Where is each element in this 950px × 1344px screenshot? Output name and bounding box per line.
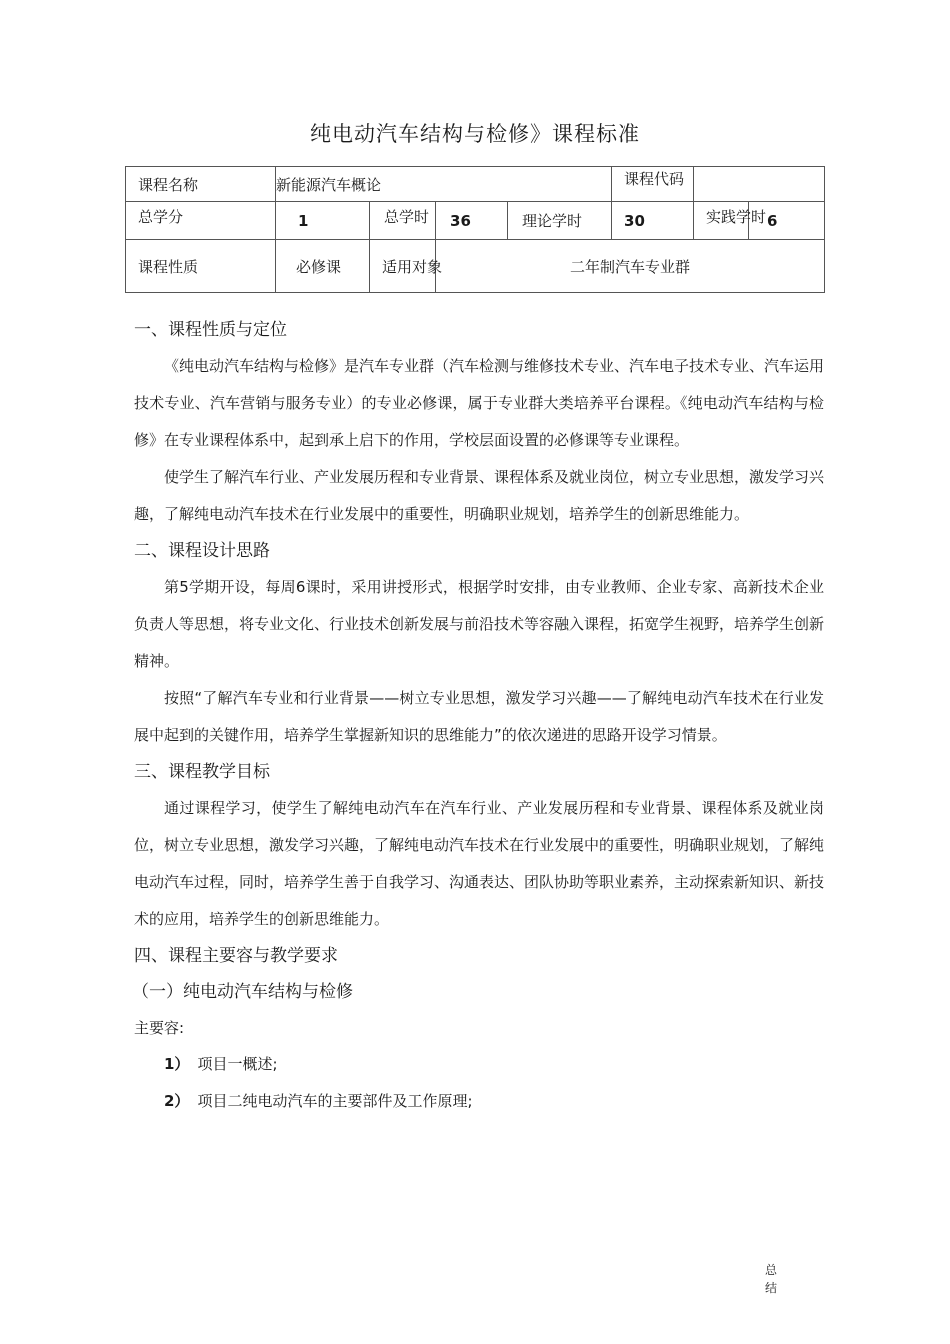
course-name-label: 课程名称 <box>126 167 276 202</box>
table-row <box>126 202 825 240</box>
main-content-label: 主要容: <box>134 1019 185 1037</box>
paragraph: 第5学期开设，每周6课时，采用讲授形式，根据学时安排，由专业教师、企业专家、高新技术企业负责人等思想，将专业文化、行业技术创新发展与前沿技术等容融入课程，拓宽学生视野，培养学生创新精神。 <box>134 578 825 670</box>
practice-hours-label: 实践学时 <box>694 202 749 240</box>
course-name-value: 新能源汽车概论 <box>276 167 612 202</box>
nature-label: 课程性质 <box>126 240 276 293</box>
theory-hours-label: 理论学时 <box>508 202 612 240</box>
paragraph: 通过课程学习，使学生了解纯电动汽车在汽车行业、产业发展历程和专业背景、课程体系及就业岗位，树立专业思想，激发学习兴趣，了解纯电动汽车技术在行业发展中的重要性，明确职业规划，了解纯电动汽车过程，同时，培养学生善于自我学习、沟通表达、团队协助等职业素养，主动探索新知识、新技术的应用，培养学生的创新思维能力。 <box>134 799 825 928</box>
paragraph: 按照“了解汽车专业和行业背景——树立专业思想，激发学习兴趣——了解纯电动汽车技术在行业发展中起到的关键作用，培养学生掌握新知识的思维能力”的依次递进的思路开设学习情景。 <box>134 689 824 744</box>
page-footer <box>763 1261 779 1297</box>
practice-hours-value: 6 <box>749 202 825 240</box>
paragraph: 《纯电动汽车结构与检修》是汽车专业群（汽车检测与维修技术专业、汽车电子技术专业、汽车运用技术专业、汽车营销与服务专业）的专业必修课，属于专业群大类培养平台课程。《纯电动汽车结构与检修》在专业课程体系中，起到承上启下的作用，学校层面设置的必修课等专业课程。 <box>134 357 825 449</box>
list-item-number: 1） <box>164 1055 190 1073</box>
theory-hours-value: 30 <box>612 202 694 240</box>
credits-value: 1 <box>276 202 370 240</box>
section-heading-1: 一、课程性质与定位 <box>134 320 287 340</box>
course-code-label: 课程代码 <box>612 167 694 202</box>
footer-line: 总 <box>764 1263 777 1277</box>
list-item <box>134 1083 824 1120</box>
footer-line: 结 <box>764 1281 777 1295</box>
section-heading-4: 四、课程主要容与教学要求 <box>134 946 338 966</box>
document-title: 纯电动汽车结构与检修》课程标准 <box>310 122 640 146</box>
subsection-heading: （一）纯电动汽车结构与检修 <box>132 982 353 1002</box>
nature-value: 必修课 <box>276 240 370 293</box>
total-hours-label: 总学时 <box>370 202 436 240</box>
total-hours-value: 36 <box>436 202 508 240</box>
list-item <box>134 1046 824 1083</box>
course-code-value <box>694 167 825 202</box>
table-row <box>126 167 825 202</box>
list-item-number: 2） <box>164 1092 190 1110</box>
section-heading-3: 三、课程教学目标 <box>134 762 270 782</box>
list-item-text: 项目二纯电动汽车的主要部件及工作原理; <box>197 1092 473 1110</box>
document-body <box>134 312 824 1120</box>
course-info-table <box>125 166 825 293</box>
section-heading-2: 二、课程设计思路 <box>134 541 270 561</box>
audience-value: 二年制汽车专业群 <box>436 240 825 293</box>
list-item-text: 项目一概述; <box>197 1055 278 1073</box>
paragraph: 使学生了解汽车行业、产业发展历程和专业背景、课程体系及就业岗位，树立专业思想，激发学习兴趣，了解纯电动汽车技术在行业发展中的重要性，明确职业规划，培养学生的创新思维能力。 <box>134 468 825 523</box>
table-row <box>126 240 825 293</box>
audience-label: 适用对象 <box>370 240 436 293</box>
credits-label: 总学分 <box>126 202 276 240</box>
